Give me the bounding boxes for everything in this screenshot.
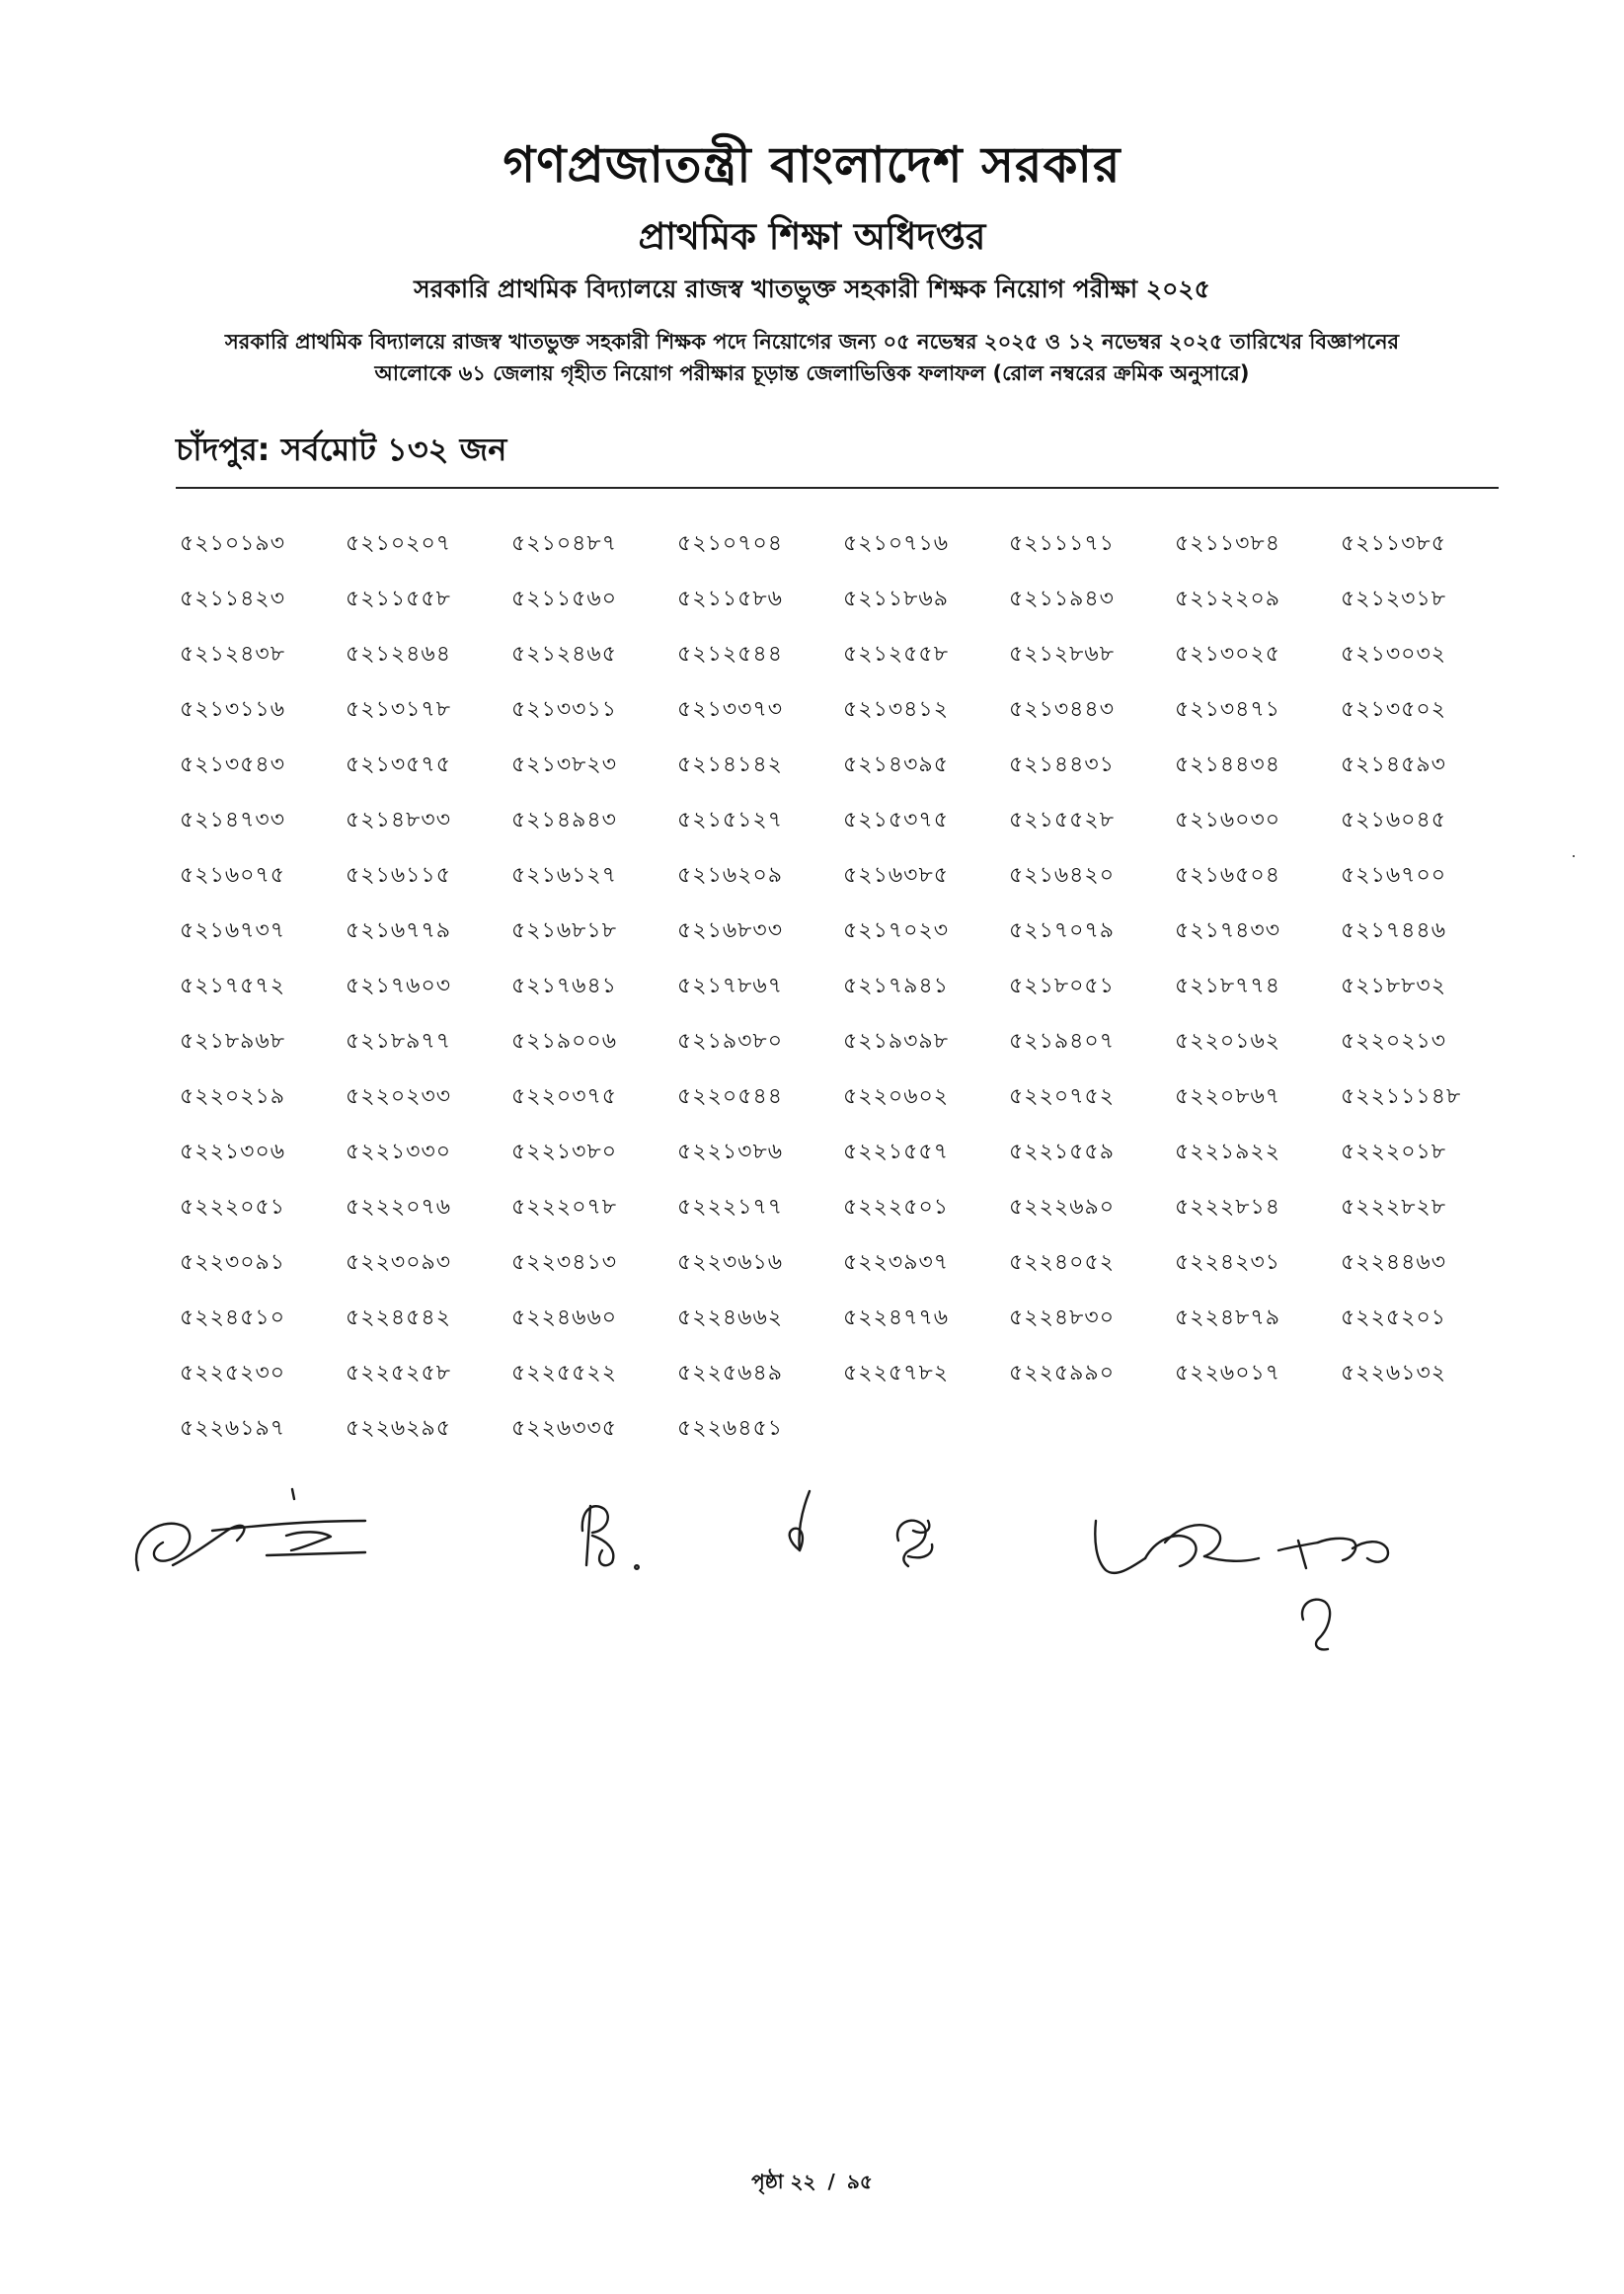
roll-number: ৫২২০৭৫২ (1009, 1084, 1116, 1109)
roll-number: ৫২১৬০৪৫ (1341, 808, 1447, 832)
roll-number: ৫২২২৮২৮ (1341, 1195, 1447, 1220)
roll-number: ৫২১১৩৮৫ (1341, 531, 1446, 556)
notice-line-2: আলোকে ৬১ জেলায় গৃহীত নিয়োগ পরীক্ষার চূড়ান্ত জেলাভিত্তিক ফলাফল (রোল নম্বরের ক্রমিক অনুসারে) (374, 361, 1250, 385)
roll-number: ৫২১৩১১৬ (180, 697, 286, 722)
roll-number: ৫২১২৪৩৮ (180, 642, 286, 667)
roll-number: ৫২১৭৬৪১ (511, 974, 618, 998)
roll-number: ৫২১৫৩৭৫ (843, 808, 950, 832)
roll-number: ৫২১৩৪১২ (843, 697, 950, 722)
roll-number: ৫২২৫৭৮২ (843, 1361, 950, 1385)
roll-row (180, 692, 1503, 748)
roll-row (180, 1079, 1503, 1135)
roll-number: ৫২১৫৫২৮ (1009, 808, 1115, 832)
roll-number: ৫২১৪৮৩৩ (346, 808, 452, 832)
roll-number: ৫২১০৭১৬ (843, 531, 950, 556)
roll-number: ৫২১৬৮১৮ (511, 918, 617, 943)
roll-number: ৫২১৭৮৬৭ (677, 974, 784, 998)
roll-number: ৫২১৬৭৩৭ (180, 918, 286, 943)
roll-number: ৫২১৭০৭৯ (1009, 918, 1116, 943)
roll-number: ৫২২০২১৩ (1341, 1029, 1447, 1054)
roll-number: ৫২২৪৪৬৩ (1341, 1250, 1447, 1275)
roll-number: ৫২১৬২০৯ (677, 863, 784, 888)
roll-number: ৫২১৬৩৮৫ (843, 863, 950, 888)
roll-number: ৫২১৮৯৬৮ (180, 1029, 285, 1054)
roll-number: ৫২১৬১২৭ (511, 863, 618, 888)
roll-number: ৫২২২১৭৭ (677, 1195, 784, 1220)
roll-number: ৫২১১৩৮৪ (1175, 531, 1280, 556)
result-notice (148, 326, 1476, 389)
page-footer (0, 2168, 1624, 2200)
roll-number: ৫২১১৫৬০ (511, 587, 618, 611)
roll-number: ৫২১১৮৬৯ (843, 587, 949, 611)
roll-number: ৫২২১৩০৬ (180, 1140, 286, 1164)
roll-number: ৫২১৪৯৪৩ (511, 808, 617, 832)
roll-number: ৫২১৭৯৪১ (843, 974, 949, 998)
roll-number: ৫২২০৮৬৭ (1175, 1084, 1281, 1109)
roll-number: ৫২২৬০১৭ (1175, 1361, 1281, 1385)
roll-number: ৫২২০৩৭৫ (511, 1084, 618, 1109)
roll-number: ৫২১১৪২৩ (180, 587, 286, 611)
roll-number: ৫২১২২০৯ (1175, 587, 1281, 611)
roll-number: ৫২১৬৮৩৩ (677, 918, 784, 943)
roll-number: ৫২১৩৫০২ (1341, 697, 1447, 722)
roll-number: ৫২২৪৭৭৬ (843, 1305, 950, 1330)
roll-row (180, 637, 1503, 692)
roll-number: ৫২১২৮৬৮ (1009, 642, 1116, 667)
roll-number: ৫২২৫২০১ (1341, 1305, 1447, 1330)
scan-speck (1573, 855, 1575, 857)
roll-number: ৫২১৩০২৫ (1175, 642, 1281, 667)
roll-number: ৫২১১৫৮৬ (677, 587, 783, 611)
roll-number: ৫২১৫১২৭ (677, 808, 784, 832)
roll-number: ৫২২০৫৪৪ (677, 1084, 784, 1109)
roll-number: ৫২২৫২৫৮ (346, 1361, 452, 1385)
page-total: ৯৫ (846, 2170, 873, 2193)
roll-row (180, 582, 1503, 637)
roll-number: ৫২১৩০৩২ (1341, 642, 1447, 667)
roll-number: ৫২২৪৮৩০ (1009, 1305, 1116, 1330)
roll-number: ৫২২১৩৩০ (346, 1140, 452, 1164)
roll-number: ৫২১৩৩১১ (511, 697, 618, 722)
roll-number: ৫২২০২৩৩ (346, 1084, 452, 1109)
roll-number: ৫২২০৬০২ (843, 1084, 950, 1109)
roll-number: ৫২২২৬৯০ (1009, 1195, 1116, 1220)
roll-number: ৫২১০২০৭ (346, 531, 452, 556)
government-title: গণপ্রজাতন্ত্রী বাংলাদেশ সরকার (503, 136, 1121, 194)
roll-number: ৫২১২৪৬৪ (346, 642, 452, 667)
notice-line-1: সরকারি প্রাথমিক বিদ্যালয়ে রাজস্ব খাতভুক্ত সহকারী শিক্ষক পদে নিয়োগের জন্য ০৫ নভেম্বর ২০২৫ ও ১২ নভেম্বর ২০২৫ তারিখের বিজ্ঞাপনের (224, 330, 1400, 354)
roll-number: ৫২১৯০০৬ (511, 1029, 618, 1054)
roll-row (180, 1190, 1503, 1245)
roll-number: ৫২২৬২৯৫ (346, 1416, 452, 1441)
roll-number: ৫২১৮০৫১ (1009, 974, 1115, 998)
roll-number: ৫২১৪৭৩৩ (180, 808, 286, 832)
roll-number: ৫২১১১৭১ (1009, 531, 1115, 556)
roll-number: ৫২১৪৪৩১ (1009, 752, 1115, 777)
roll-number: ৫২২৪০৫২ (1009, 1250, 1116, 1275)
roll-number: ৫২১৮৯৭৭ (346, 1029, 452, 1054)
roll-row (180, 1024, 1503, 1079)
roll-number: ৫২২৪২৩১ (1175, 1250, 1281, 1275)
roll-row (180, 748, 1503, 803)
roll-number: ৫২১১৫৫৮ (346, 587, 451, 611)
roll-number: ৫২২১৯২২ (1175, 1140, 1281, 1164)
roll-number: ৫২২২০৭৮ (511, 1195, 618, 1220)
roll-number: ৫২১৭৬০৩ (346, 974, 452, 998)
roll-row (180, 969, 1503, 1024)
roll-number: ৫২২২০১৮ (1341, 1140, 1447, 1164)
roll-number: ৫২১২৫৪৪ (677, 642, 783, 667)
heading-divider (176, 487, 1499, 489)
roll-number: ৫২২৩৬১৬ (677, 1250, 784, 1275)
roll-row (180, 858, 1503, 913)
roll-number: ৫২১৯৩৮০ (677, 1029, 784, 1054)
roll-number: ৫২১৩১৭৮ (346, 697, 452, 722)
roll-number: ৫২২২৫০১ (843, 1195, 950, 1220)
roll-number: ৫২২০২১৯ (180, 1084, 286, 1109)
signature-block (118, 1471, 1501, 1728)
roll-number: ৫২১৬৭৭৯ (346, 918, 452, 943)
roll-number: ৫২২১৩৮৬ (677, 1140, 784, 1164)
roll-number: ৫২২৩০৯১ (180, 1250, 286, 1275)
roll-number: ৫২২২০৭৬ (346, 1195, 452, 1220)
roll-row (180, 913, 1503, 969)
roll-number: ৫২১৬০৩০ (1175, 808, 1281, 832)
roll-number: ৫২১৯৪০৭ (1009, 1029, 1116, 1054)
roll-number: ৫২১৪৪৩৪ (1175, 752, 1280, 777)
roll-number: ৫২১৩৩৭৩ (677, 697, 784, 722)
roll-number: ৫২২৩৪১৩ (511, 1250, 618, 1275)
roll-number: ৫২১৮৮৩২ (1341, 974, 1447, 998)
roll-number: ৫২২২০৫১ (180, 1195, 286, 1220)
signature-5 (1095, 1521, 1388, 1649)
signature-3 (790, 1491, 810, 1550)
signature-4 (897, 1521, 932, 1566)
roll-number: ৫২১৪৩৯৫ (843, 752, 949, 777)
roll-number: ৫২২৫৯৯০ (1009, 1361, 1116, 1385)
roll-number: ৫২২১১১৪৮ (1341, 1084, 1462, 1109)
roll-number: ৫২২৬৪৫১ (677, 1416, 784, 1441)
roll-number: ৫২১০৭০৪ (677, 531, 784, 556)
page-number-label: পৃষ্ঠা ২২ (751, 2170, 816, 2193)
roll-row (180, 1356, 1503, 1411)
roll-number: ৫২২৬১৩২ (1341, 1361, 1447, 1385)
roll-number: ৫২২৪৫৪২ (346, 1305, 452, 1330)
roll-number: ৫২১৩৫৭৫ (346, 752, 452, 777)
roll-number: ৫২২১৩৮০ (511, 1140, 618, 1164)
roll-row (180, 1301, 1503, 1356)
signatures-drawing (118, 1471, 1501, 1728)
page-separator: / (827, 2170, 835, 2193)
roll-number: ৫২১৭৫৭২ (180, 974, 286, 998)
roll-number: ৫২১৬০৭৫ (180, 863, 286, 888)
roll-number: ৫২১৬৪২০ (1009, 863, 1116, 888)
roll-number: ৫২১৩৪৭১ (1175, 697, 1281, 722)
roll-number: ৫২২০১৬২ (1175, 1029, 1281, 1054)
roll-row (180, 526, 1503, 582)
roll-number: ৫২১১৯৪৩ (1009, 587, 1115, 611)
roll-number: ৫২২১৫৫৯ (1009, 1140, 1115, 1164)
roll-number: ৫২১০৪৮৭ (511, 531, 618, 556)
roll-number: ৫২১৯৩৯৮ (843, 1029, 949, 1054)
roll-number: ৫২১৩৮২৩ (511, 752, 618, 777)
roll-row (180, 803, 1503, 858)
roll-number: ৫২২৩০৯৩ (346, 1250, 452, 1275)
roll-number: ৫২১৭৪৪৬ (1341, 918, 1447, 943)
roll-number: ৫২১৭০২৩ (843, 918, 950, 943)
roll-number: ৫২১৩৪৪৩ (1009, 697, 1116, 722)
roll-row (180, 1411, 1503, 1466)
roll-number: ৫২১৩৫৪৩ (180, 752, 286, 777)
roll-number: ৫২২৩৯৩৭ (843, 1250, 950, 1275)
roll-number: ৫২১৪১৪২ (677, 752, 783, 777)
roll-number: ৫২১৪৫৯৩ (1341, 752, 1446, 777)
roll-number: ৫২২৪৬৬০ (511, 1305, 618, 1330)
roll-number: ৫২১৬১১৫ (346, 863, 451, 888)
roll-number: ৫২২২৮১৪ (1175, 1195, 1281, 1220)
roll-number: ৫২১২৪৬৫ (511, 642, 618, 667)
roll-number: ৫২১০১৯৩ (180, 531, 286, 556)
roll-row (180, 1135, 1503, 1190)
roll-number: ৫২২৪৫১০ (180, 1305, 286, 1330)
roll-number: ৫২১৮৭৭৪ (1175, 974, 1281, 998)
signature-1 (136, 1489, 365, 1570)
roll-number: ৫২১৭৪৩৩ (1175, 918, 1281, 943)
roll-number: ৫২২৬৩৩৫ (511, 1416, 618, 1441)
roll-number: ৫২১২৫৫৮ (843, 642, 949, 667)
exam-title: সরকারি প্রাথমিক বিদ্যালয়ে রাজস্ব খাতভুক্ত সহকারী শিক্ষক নিয়োগ পরীক্ষা ২০২৫ (414, 275, 1210, 303)
roll-row (180, 1245, 1503, 1301)
roll-number: ৫২২৫২৩০ (180, 1361, 286, 1385)
roll-number: ৫২১৬৫০৪ (1175, 863, 1281, 888)
roll-number: ৫২২৫৫২২ (511, 1361, 618, 1385)
roll-number: ৫২১৬৭০০ (1341, 863, 1447, 888)
roll-number: ৫২২৬১৯৭ (180, 1416, 286, 1441)
district-heading: চাঁদপুর: সর্বমোট ১৩২ জন (176, 431, 507, 468)
roll-number: ৫২১২৩১৮ (1341, 587, 1447, 611)
roll-number: ৫২২১৫৫৭ (843, 1140, 950, 1164)
directorate-title: প্রাথমিক শিক্ষা অধিদপ্তর (638, 215, 986, 258)
signature-2 (582, 1506, 639, 1569)
roll-number: ৫২২৪৬৬২ (677, 1305, 784, 1330)
roll-number-grid (180, 526, 1503, 1466)
roll-number: ৫২২৫৬৪৯ (677, 1361, 784, 1385)
roll-number: ৫২২৪৮৭৯ (1175, 1305, 1281, 1330)
